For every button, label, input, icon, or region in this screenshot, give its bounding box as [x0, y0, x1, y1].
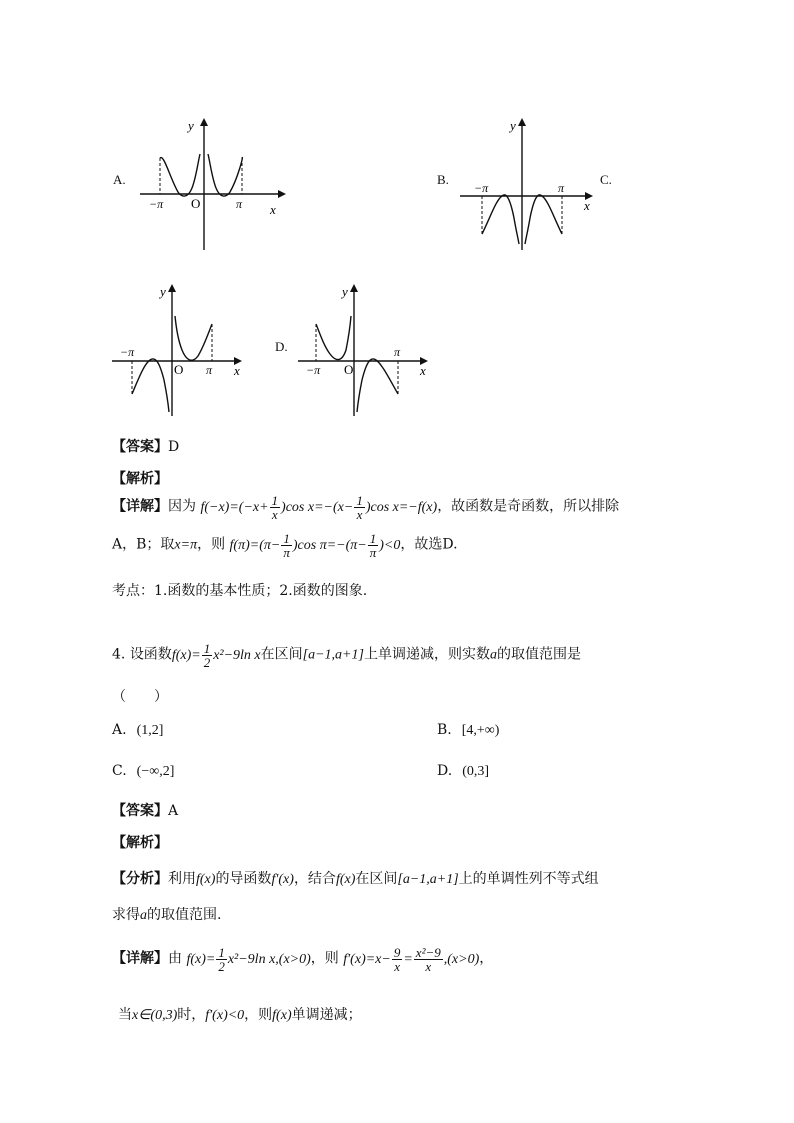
q4-number: 4. [112, 646, 126, 663]
q4-choice-a-value: (1,2] [136, 723, 164, 738]
q4-choice-b [437, 722, 499, 739]
q4-fenxi-d: 在区间 [355, 871, 398, 887]
q3-formula-f-pi: f(π)=(π− $\frac{1}{\pi}$ )cos π=−(π− $\frac{1}{\pi}$ )<0 [229, 531, 401, 560]
q4-fenxi-interval: [a−1,a+1] [397, 872, 459, 887]
q3-detail-tag: 【详解】 [112, 498, 168, 515]
q4-analysis-line [112, 832, 168, 852]
graph-a-svg [140, 118, 290, 253]
q4-fenxi-line1 [112, 868, 599, 888]
q4-choice-d-letter: D. [437, 763, 453, 779]
q4-fenxi-fx2: f(x) [335, 872, 356, 887]
graph-d-neg-pi: −π [306, 363, 321, 377]
q4-fenxi-line2-b: 的取值范围. [147, 907, 222, 923]
q4-last-b: 时， [177, 1007, 206, 1023]
q4-fenxi-line2 [112, 904, 221, 924]
q4-detail-c: ， [479, 950, 494, 967]
q4-formula-f: f(x)= $\frac{1}{2}$ x²−9ln x [171, 641, 261, 670]
graph-c-pi: π [206, 363, 213, 377]
graph-c-x-label: x [234, 363, 240, 378]
q4-choice-c [112, 763, 174, 780]
graph-a-y-label: y [188, 118, 194, 133]
graph-c-y-label: y [160, 284, 166, 299]
q4-last-x-in: x∈(0,3) [132, 1008, 178, 1023]
graph-b-x-label: x [584, 198, 590, 213]
option-c-letter: C. [600, 172, 612, 187]
q3-analysis-line [112, 468, 168, 488]
graph-a-x-label: x [270, 202, 276, 217]
q4-last-fx: f(x) [272, 1008, 292, 1023]
q4-paren: （ ） [112, 689, 168, 705]
q3-formula-x-pi: x=π [174, 537, 198, 553]
q4-fenxi-b: 的导函数 [215, 871, 272, 887]
graph-b-y-label: y [510, 118, 516, 133]
q4-fenxi-line2-a: 求得 [112, 907, 140, 923]
q3-answer-line [112, 436, 179, 456]
option-d-letter: D. [275, 339, 288, 354]
graph-option-c [112, 284, 252, 423]
q3-answer-value: D [168, 439, 180, 455]
q4-choice-d [437, 763, 489, 780]
q4-fenxi-fprime: f′(x) [271, 872, 294, 887]
q4-detail-a: 由 [168, 950, 182, 967]
q4-last-a: 当 [118, 1007, 132, 1023]
option-a-letter: A. [113, 172, 126, 187]
q4-fenxi-tag: 【分析】 [112, 871, 168, 887]
q3-formula-odd: f(−x)=(−x+ $\frac{1}{x}$ )cos x=−(x− $\frac{1}{x}$ )cos x=−f(x) [200, 493, 438, 522]
graph-option-b [460, 118, 600, 257]
graph-a-pi: π [236, 197, 243, 211]
q4-choice-c-value: (−∞,2] [136, 764, 175, 779]
q4-fenxi-a: 利用 [168, 871, 196, 887]
q4-detail-line [112, 946, 493, 973]
q3-detail-text-c: A，B；取 [112, 536, 175, 553]
graph-b-neg-pi: −π [474, 181, 489, 195]
q4-choice-a-letter: A. [112, 722, 127, 738]
q4-stem-c: 上单调递减，则实数 [363, 646, 490, 663]
graph-d-y-label: y [342, 284, 348, 299]
graph-option-d [298, 284, 438, 423]
graph-b-pi: π [558, 181, 565, 195]
graph-a-neg-pi: −π [149, 197, 164, 211]
q3-detail-line2 [112, 532, 458, 559]
q4-detail-formula-f: f(x)= $\frac{1}{2}$ x²−9ln x,(x>0) [186, 945, 311, 974]
q4-choice-b-value: [4,+∞) [461, 723, 500, 738]
graph-d-origin: O [344, 362, 354, 377]
q3-answer-tag: 【答案】 [112, 439, 168, 455]
q4-detail-tag: 【详解】 [112, 950, 168, 967]
q4-answer-tag: 【答案】 [112, 803, 168, 819]
q4-choice-c-letter: C. [112, 763, 127, 779]
q4-stem-a: 设函数 [129, 646, 172, 663]
graph-d-x-label: x [420, 363, 426, 378]
q4-analysis-tag: 【解析】 [112, 835, 168, 851]
graph-c-origin: O [174, 362, 184, 377]
q4-last-line [118, 1004, 362, 1024]
q3-detail-text-a: 因为 [168, 498, 196, 515]
q4-formula-interval: [a−1,a+1] [302, 647, 364, 663]
q4-last-fprime: f′(x)<0 [205, 1008, 245, 1023]
graph-c-svg [112, 284, 252, 419]
q4-stem [112, 642, 581, 669]
graph-d-pi: π [394, 345, 401, 359]
graph-c-neg-pi: −π [120, 345, 135, 359]
graph-d-svg [298, 284, 438, 419]
graph-b-svg [460, 118, 600, 253]
q4-fenxi-fx1: f(x) [196, 872, 216, 887]
q4-choice-b-letter: B. [437, 722, 452, 738]
q4-stem-b: 在区间 [260, 646, 303, 663]
q4-choice-d-value: (0,3] [462, 764, 490, 779]
q4-fenxi-e: 上的单调性列不等式组 [458, 871, 599, 887]
q4-formula-a: a [489, 647, 497, 663]
q4-answer-line [112, 800, 178, 820]
q3-detail-text-d: ，则 [197, 536, 226, 553]
q4-detail-formula-fprime: f′(x)=x− $\frac{9}{x}$ = $\frac{\text{x²−9}}{x}$ ,(x>0) [343, 945, 480, 974]
q3-detail-text-e: ，故选D. [400, 536, 458, 553]
q4-fenxi-c: ，结合 [293, 871, 336, 887]
option-b-letter: B. [437, 172, 449, 187]
q3-detail-line1 [112, 494, 619, 521]
q4-last-c: ，则 [244, 1007, 273, 1023]
q4-choice-a [112, 722, 163, 739]
q4-detail-b: ，则 [310, 950, 339, 967]
graph-option-a [140, 118, 290, 257]
q4-stem-d: 的取值范围是 [496, 646, 581, 663]
q4-last-d: 单调递减； [291, 1007, 362, 1023]
q4-answer-value: A [168, 803, 179, 819]
q3-analysis-tag: 【解析】 [112, 471, 168, 487]
q3-detail-text-b: ，故函数是奇函数，所以排除 [437, 498, 620, 515]
graph-a-origin: O [191, 196, 201, 211]
q3-kaodian: 考点：1.函数的基本性质；2.函数的图象. [112, 583, 368, 599]
q4-fenxi-a-var: a [140, 908, 147, 923]
